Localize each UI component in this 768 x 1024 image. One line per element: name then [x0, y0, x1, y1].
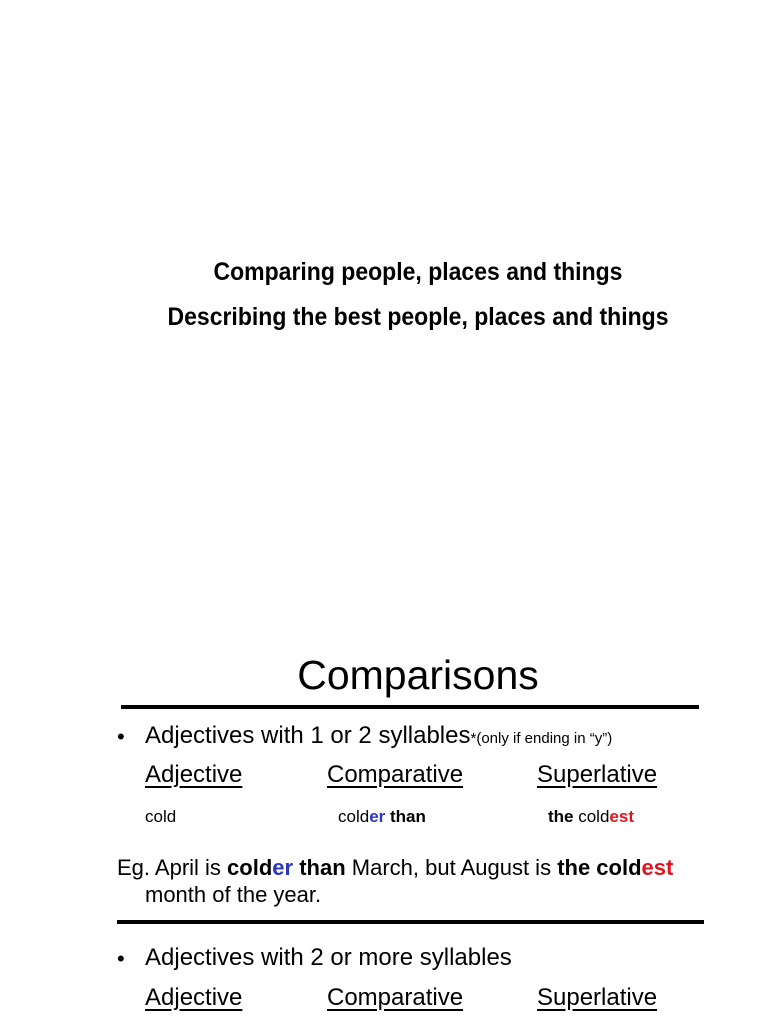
- table2-header-comparative: Comparative: [327, 984, 464, 1011]
- bullet-icon: •: [117, 946, 125, 971]
- table1-header-comparative: Comparative: [327, 761, 464, 788]
- eg-colder-stem: cold: [227, 855, 273, 880]
- table2-header-superlative: Superlative: [537, 984, 658, 1011]
- eg-the-cold: the cold: [557, 855, 642, 880]
- example-comparative-stem: cold: [338, 807, 370, 826]
- slide-title-line-2: Describing the best people, places and things: [167, 303, 669, 331]
- example-adjective: cold: [145, 807, 177, 826]
- eg-part2: March, but August is: [345, 855, 558, 880]
- example-comparative: [338, 807, 426, 827]
- bullet-1: [145, 722, 612, 750]
- table1-header-superlative: Superlative: [537, 761, 658, 788]
- slide-heading: Comparisons: [297, 652, 539, 698]
- example-superlative: [548, 807, 634, 827]
- eg-est: est: [641, 855, 674, 880]
- example-superlative-suffix: est: [609, 807, 634, 826]
- example-sentence-line-2: month of the year.: [145, 882, 322, 907]
- table1-header-adjective: Adjective: [145, 761, 243, 788]
- eg-than: than: [293, 855, 346, 880]
- example-sentence-line-1: [117, 855, 673, 881]
- eg-colder-suffix: er: [272, 855, 294, 880]
- bullet-1-note: *(only if ending in “y”): [470, 730, 613, 747]
- slide-title-line-1: Comparing people, places and things: [213, 258, 623, 286]
- table2-header-adjective: Adjective: [145, 984, 243, 1011]
- heading-divider: [121, 705, 699, 709]
- bullet-2-text: Adjectives with 2 or more syllables: [145, 944, 512, 971]
- example-comparative-suffix: er: [369, 807, 386, 826]
- bullet-icon: •: [117, 724, 125, 749]
- example-superlative-stem: cold: [573, 807, 610, 826]
- example-superlative-the: the: [548, 807, 574, 826]
- eg-part1: Eg. April is: [117, 855, 228, 880]
- section-divider: [117, 920, 704, 924]
- example-comparative-than: than: [385, 807, 426, 826]
- bullet-1-text: Adjectives with 1 or 2 syllables: [145, 722, 471, 749]
